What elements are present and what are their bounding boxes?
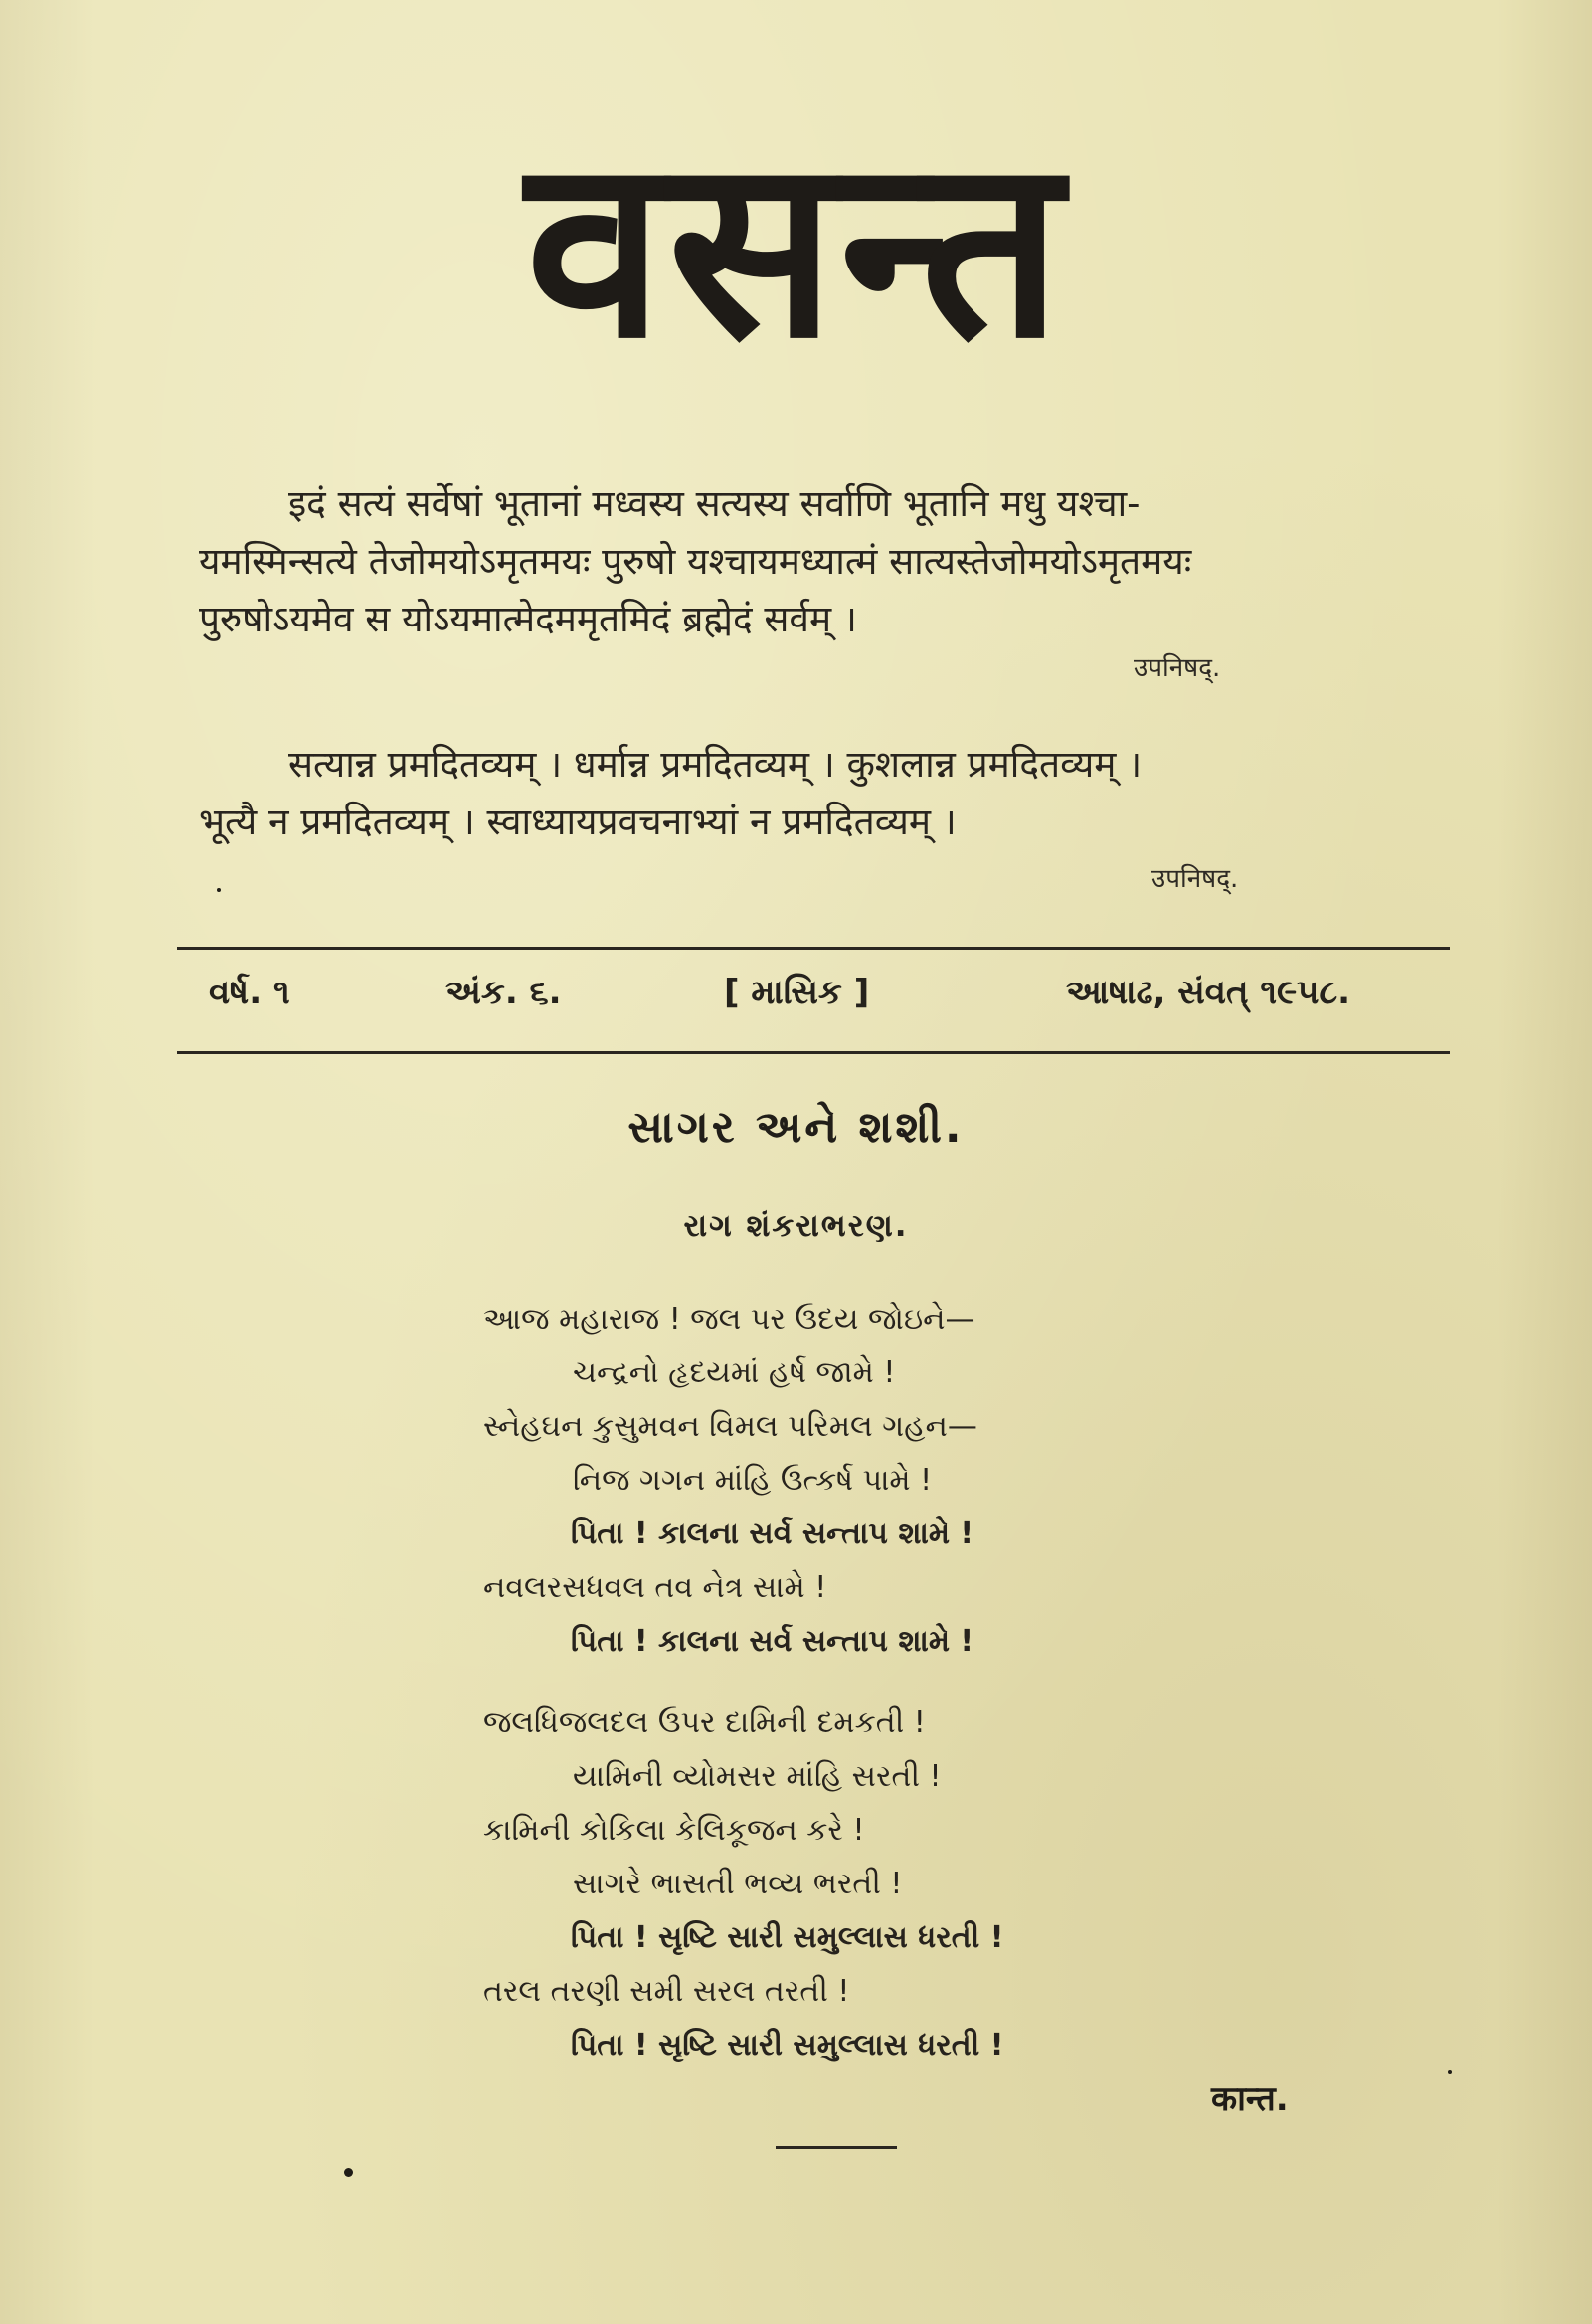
poem-verse: સ્નેહઘન કુસુમવન વિમલ પરિમલ ગહન— bbox=[483, 1409, 977, 1444]
poem-stanza-1 bbox=[483, 1293, 1239, 1669]
quote-line: पुरुषोऽयमेव स योऽयमात्मेदममृतमिदं ब्रह्मेदं सर्वम् । bbox=[199, 598, 857, 640]
ink-speck bbox=[1448, 2070, 1452, 2074]
quote-line: सत्यान्न प्रमदितव्यम् । धर्मान्न प्रमदितव्यम् । कुशलान्न प्रमदितव्यम् । bbox=[288, 743, 1143, 786]
poem-verse: નિજ ગગન માંહિ ઉત્કર્ષ પામે ! bbox=[573, 1463, 933, 1498]
poem-title: સાગર અને શશી. bbox=[627, 1102, 965, 1153]
poem-verse: નવલરસધવલ તવ નેત્ર સામે ! bbox=[483, 1570, 827, 1605]
poem-refrain: પિતા ! કાલના સર્વ સન્તાપ શામે ! bbox=[571, 1517, 974, 1551]
poem-author: कान्त. bbox=[1211, 2079, 1289, 2119]
issue-date: આષાઢ, સંવત્ ૧૯૫૮. bbox=[1066, 973, 1351, 1012]
ink-speck bbox=[344, 2168, 353, 2177]
quote-source-2: उपनिषद्. bbox=[1151, 864, 1239, 894]
poem-verse: યામિની વ્યોમસર માંહિ સરતી ! bbox=[573, 1759, 942, 1794]
poem-verse: ચન્દ્રનો હૃદયમાં હર્ષ જામે ! bbox=[573, 1355, 896, 1390]
poem-verse: તરલ તરણી સમી સરલ તરતી ! bbox=[483, 1974, 850, 2009]
issue-volume: વર્ષ. ૧ bbox=[209, 973, 290, 1012]
masthead-title: वसन्त bbox=[525, 103, 1067, 393]
upanishad-quote-2 bbox=[199, 736, 1442, 851]
quote-line: इदं सत्यं सर्वेषां भूतानां मध्वस्य सत्यस्य सर्वाणि भूतानि मधु यश्चा- bbox=[288, 482, 1141, 525]
poem-refrain: પિતા ! સૃષ્ટિ સારી સમુલ્લાસ ધરતી ! bbox=[571, 1920, 1004, 1955]
upanishad-quote-1 bbox=[199, 475, 1442, 648]
poem-refrain: પિતા ! કાલના સર્વ સન્તાપ શામે ! bbox=[571, 1624, 974, 1659]
poem-stanza-2 bbox=[483, 1697, 1239, 2072]
quote-source-1: उपनिषद्. bbox=[1134, 653, 1221, 683]
poem-verse: આજ મહારાજ ! જલ પર ઉદય જોઇને— bbox=[483, 1302, 975, 1337]
quote-line: भूत्यै न प्रमदितव्यम् । स्वाध्यायप्रवचनाभ्यां न प्रमदितव्यम् । bbox=[199, 801, 957, 843]
poem-verse: જલધિજલદલ ઉપર દામિની દમકતી ! bbox=[483, 1705, 926, 1740]
header-rule-top bbox=[177, 947, 1450, 950]
quote-line: यमस्मिन्सत्ये तेजोमयोऽमृतमयः पुरुषो यश्चायमध्यात्मं सात्यस्तेजोमयोऽमृतमयः bbox=[199, 540, 1192, 583]
issue-type: [ માસિક ] bbox=[724, 973, 870, 1012]
poem-raga: રાગ શંકરાભરણ. bbox=[683, 1208, 909, 1244]
poem-refrain: પિતા ! સૃષ્ટિ સારી સમુલ્લાસ ધરતી ! bbox=[571, 2028, 1004, 2062]
ink-speck bbox=[217, 888, 221, 892]
header-rule-bottom bbox=[177, 1051, 1450, 1054]
poem-verse: કામિની કોકિલા કેલિકૂજન કરે ! bbox=[483, 1813, 865, 1848]
end-rule bbox=[776, 2146, 897, 2149]
issue-number: અંક. ૬. bbox=[445, 973, 562, 1012]
poem-verse: સાગરે ભાસતી ભવ્ય ભરતી ! bbox=[573, 1867, 903, 1901]
